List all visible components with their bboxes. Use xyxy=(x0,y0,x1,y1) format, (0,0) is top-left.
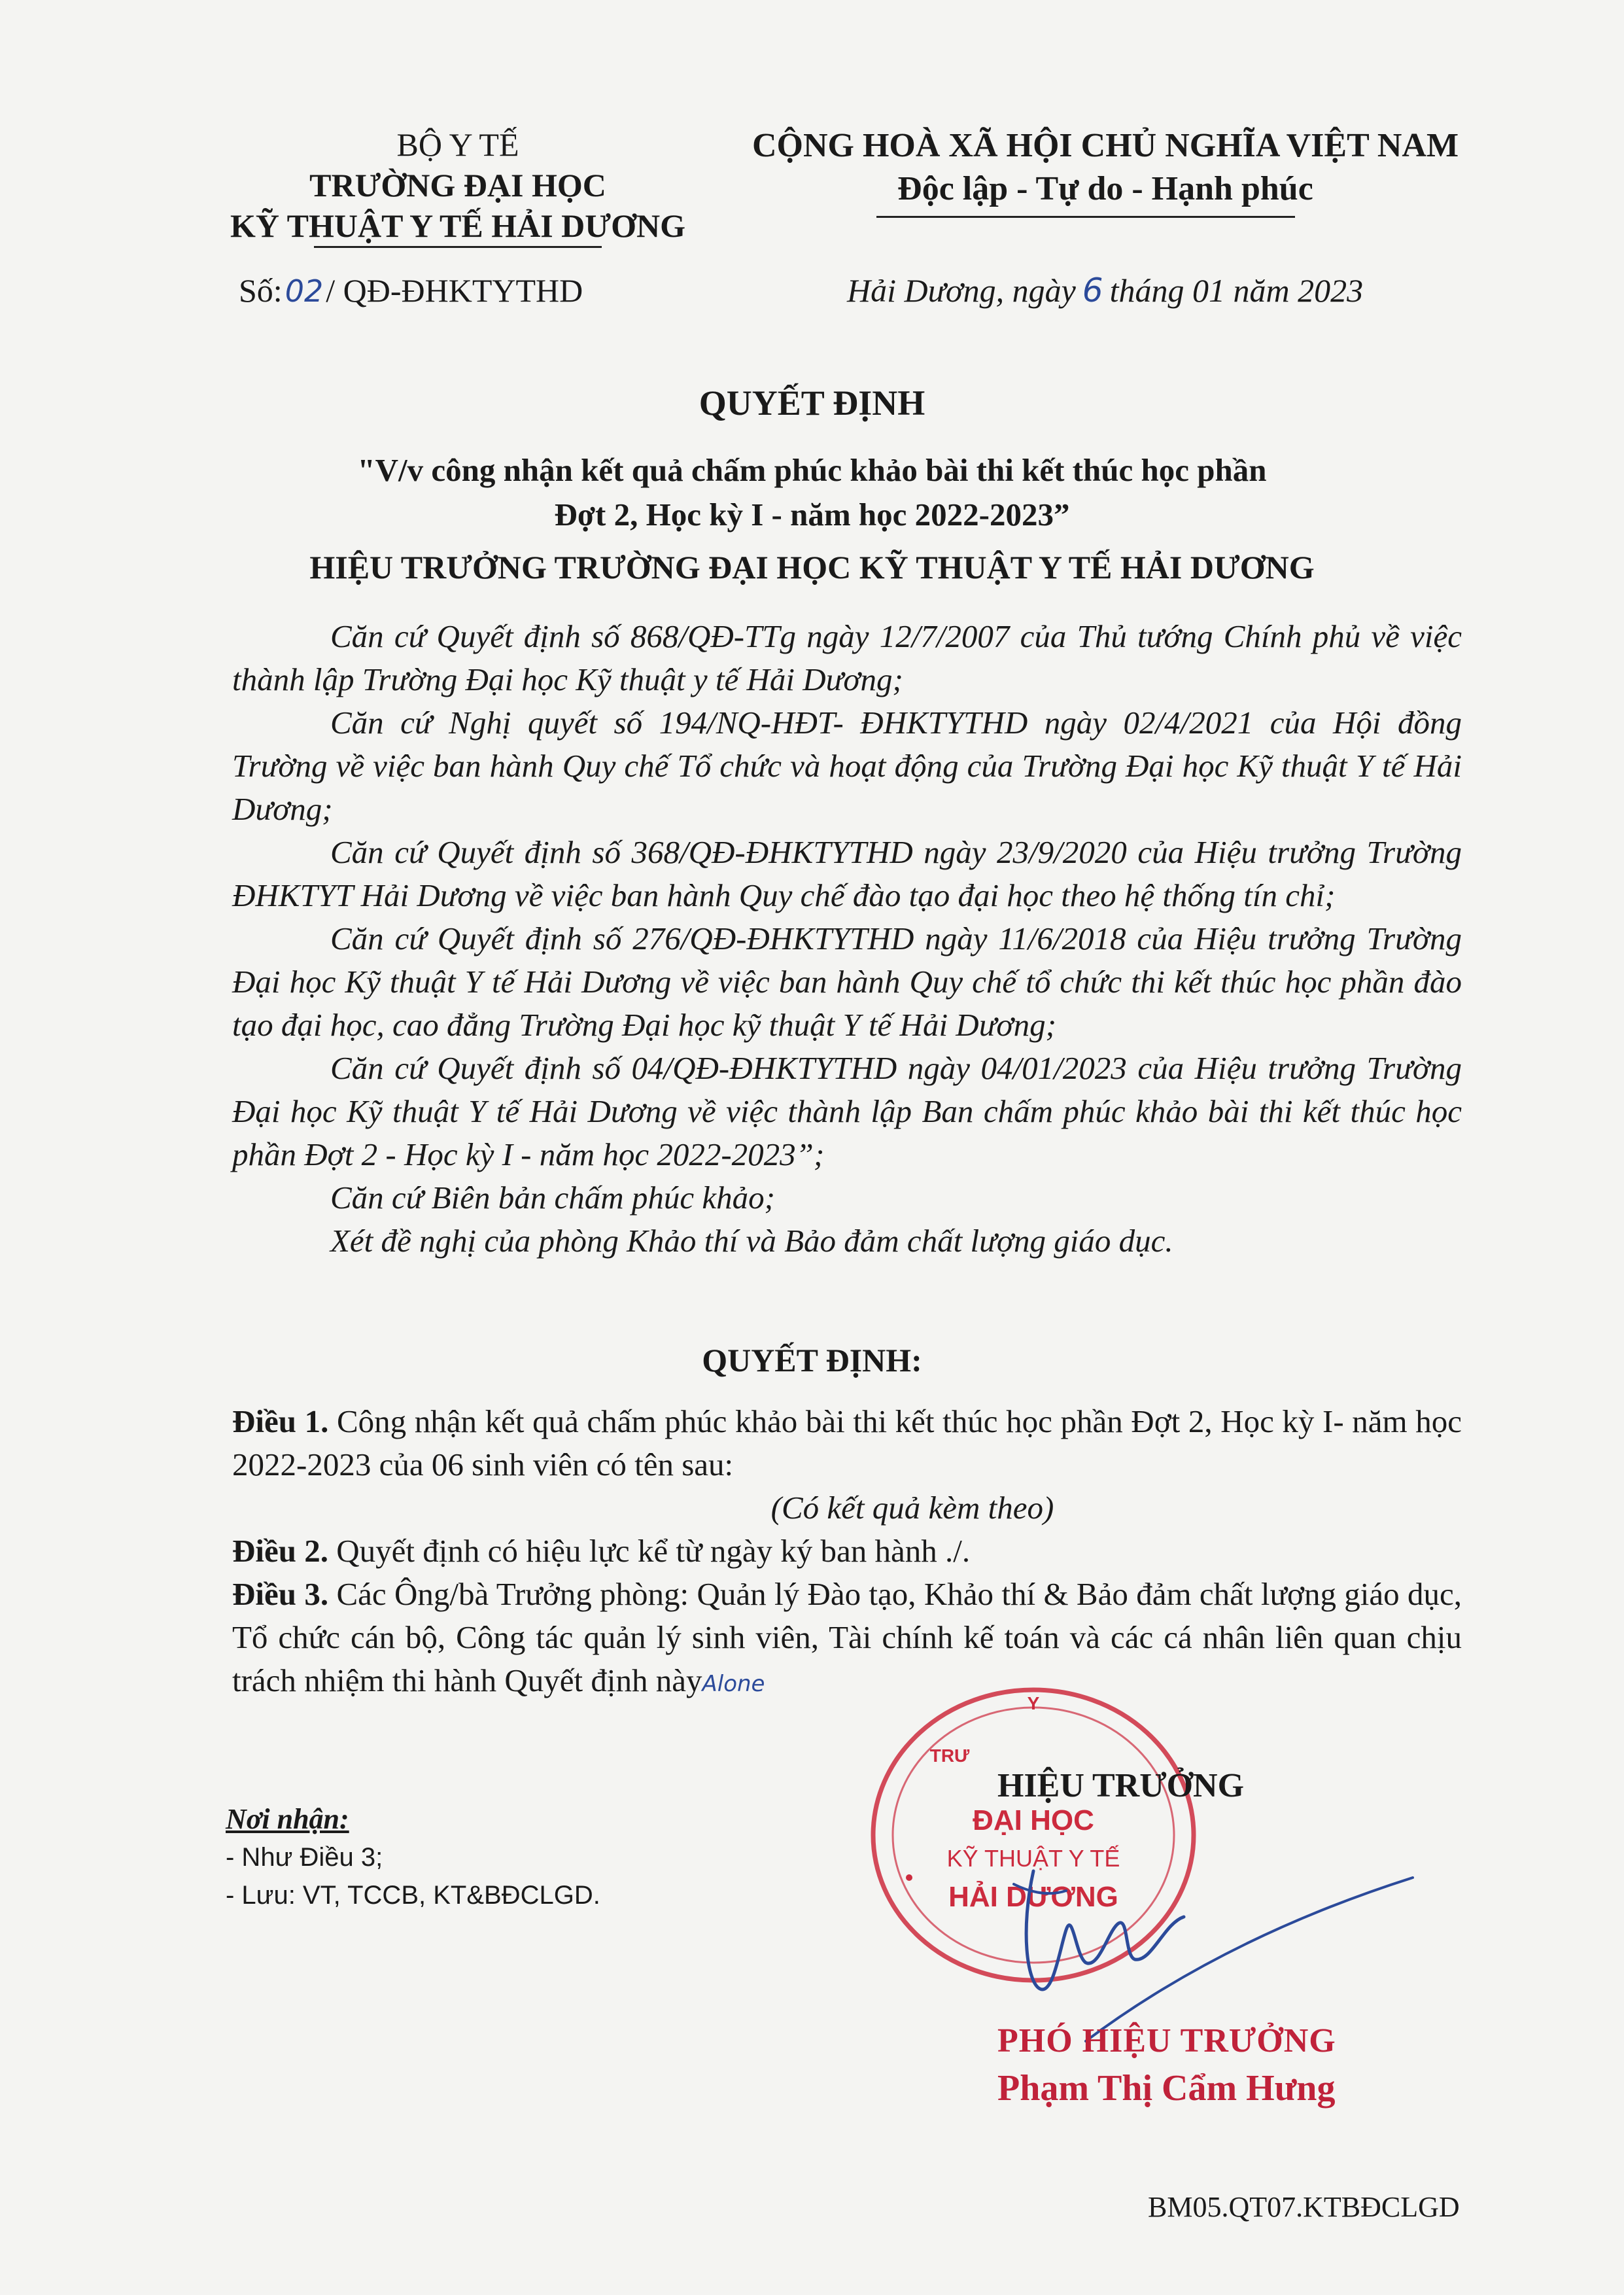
article-2-text: Quyết định có hiệu lực kể từ ngày ký ban hành ./. xyxy=(328,1533,971,1569)
article-3-text: Các Ông/bà Trưởng phòng: Quản lý Đào tạo, Khảo thí & Bảo đảm chất lượng giáo dục, Tổ chức cán bộ, Công tác quản lý sinh viên, Tài chính kế toán và các cá nhân liên quan chịu trách nhiệm thi hành Quyết định này xyxy=(232,1576,1462,1698)
national-header xyxy=(726,124,1485,211)
recipients-title: Nơi nhận: xyxy=(226,1803,349,1835)
basis-paragraph: Căn cứ Quyết định số 868/QĐ-TTg ngày 12/7/2007 của Thủ tướng Chính phủ về việc thành lập Trường Đại học Kỹ thuật y tế Hải Dương; xyxy=(232,618,1462,697)
school-name-line2: KỸ THUẬT Y TẾ HẢI DƯƠNG xyxy=(230,207,685,244)
seal-top-letter: Y xyxy=(1027,1693,1040,1713)
document-number xyxy=(239,272,583,309)
document-date xyxy=(847,272,1363,309)
date-before: Hải Dương, ngày xyxy=(847,272,1076,309)
seal-prefix: TRƯ xyxy=(929,1745,970,1766)
date-day-handwritten: 6 xyxy=(1082,272,1103,309)
document-title: QUYẾT ĐỊNH xyxy=(699,383,925,423)
recipient-item: - Như Điều 3; xyxy=(226,1843,383,1872)
national-motto: Độc lập - Tự do - Hạnh phúc xyxy=(897,170,1313,207)
recipient-item: - Lưu: VT, TCCB, KT&BĐCLGD. xyxy=(226,1881,600,1910)
article-1-label: Điều 1. xyxy=(232,1403,329,1439)
seal-line1: ĐẠI HỌC xyxy=(973,1804,1094,1836)
basis-paragraph: Căn cứ Nghị quyết số 194/NQ-HĐT- ĐHKTYTHD ngày 02/4/2021 của Hội đồng Trường về việc ban hành Quy chế Tổ chức và hoạt động của Trường Đại học Kỹ thuật Y tế Hải Dương; xyxy=(232,705,1462,827)
article-3-label: Điều 3. xyxy=(232,1576,329,1612)
basis-paragraph: Xét đề nghị của phòng Khảo thí và Bảo đảm chất lượng giáo dục. xyxy=(330,1223,1173,1259)
signature-strokes xyxy=(994,1851,1465,2048)
form-code: BM05.QT07.KTBĐCLGD xyxy=(1148,2191,1460,2223)
basis-paragraph: Căn cứ Quyết định số 368/QĐ-ĐHKTYTHD ngày 23/9/2020 của Hiệu trưởng Trường ĐHKTYT Hải Dương về việc ban hành Quy chế đào tạo đại học theo hệ thống tín chỉ; xyxy=(232,834,1462,913)
republic-name: CỘNG HOÀ XÃ HỘI CHỦ NGHĨA VIỆT NAM xyxy=(752,127,1459,164)
legal-bases xyxy=(232,615,1462,1263)
article-3 xyxy=(232,1573,1462,1706)
signer-role: PHÓ HIỆU TRƯỞNG xyxy=(997,2022,1336,2059)
doc-number-prefix: Số: xyxy=(239,272,283,309)
document-subject xyxy=(0,448,1624,537)
initials-handwritten: Alone xyxy=(702,1671,765,1697)
subject-line1: "V/v công nhận kết quả chấm phúc khảo bài thi kết thúc học phần xyxy=(357,452,1267,488)
article-1-text: Công nhận kết quả chấm phúc khảo bài thi kết thúc học phần Đợt 2, Học kỳ I- năm học 2022-2023 của 06 sinh viên có tên sau: xyxy=(232,1403,1462,1482)
article-2 xyxy=(232,1530,1462,1573)
basis-paragraph: Căn cứ Biên bản chấm phúc khảo; xyxy=(330,1180,775,1216)
articles xyxy=(232,1400,1462,1706)
article-1 xyxy=(232,1400,1462,1486)
doc-number-suffix: / QĐ-ĐHKTYTHD xyxy=(326,272,583,309)
doc-number-handwritten: 02 xyxy=(285,273,324,309)
issuer-block xyxy=(196,124,719,246)
article-2-label: Điều 2. xyxy=(232,1533,328,1569)
school-name-line1: TRƯỜNG ĐẠI HỌC xyxy=(309,167,606,203)
authority-heading: HIỆU TRƯỞNG TRƯỜNG ĐẠI HỌC KỸ THUẬT Y TẾ HẢI DƯƠNG xyxy=(309,549,1315,586)
date-after: tháng 01 năm 2023 xyxy=(1109,272,1364,309)
motto-underline xyxy=(876,216,1295,218)
article-1-attachment: (Có kết quả kèm theo) xyxy=(770,1490,1054,1526)
seal-line3: HẢI DƯƠNG xyxy=(948,1881,1118,1913)
issuer-underline xyxy=(314,246,602,248)
subject-line2: Đợt 2, Học kỳ I - năm học 2022-2023” xyxy=(554,497,1070,533)
handwritten-signature xyxy=(994,1851,1465,2048)
decision-heading: QUYẾT ĐỊNH: xyxy=(702,1342,922,1378)
recipients xyxy=(226,1800,600,1914)
basis-paragraph: Căn cứ Quyết định số 276/QĐ-ĐHKTYTHD ngày 11/6/2018 của Hiệu trưởng Trường Đại học Kỹ thuật Y tế Hải Dương về việc ban hành Quy chế tổ chức thi kết thúc học phần đào tạo đại học, cao đẳng Trường Đại học kỹ thuật Y tế Hải Dương; xyxy=(232,920,1462,1043)
signer-name: Phạm Thị Cẩm Hưng xyxy=(997,2068,1336,2109)
basis-paragraph: Căn cứ Quyết định số 04/QĐ-ĐHKTYTHD ngày 04/01/2023 của Hiệu trưởng Trường Đại học Kỹ thuật Y tế Hải Dương về việc thành lập Ban chấm phúc khảo bài thi kết thúc học phần Đợt 2 - Học kỳ I - năm học 2022-2023”; xyxy=(232,1050,1462,1172)
seal-line2: KỸ THUẬT Y TẾ xyxy=(946,1845,1120,1872)
ministry-name: BỘ Y TẾ xyxy=(396,126,519,163)
signature-title: HIỆU TRƯỞNG xyxy=(997,1767,1245,1804)
